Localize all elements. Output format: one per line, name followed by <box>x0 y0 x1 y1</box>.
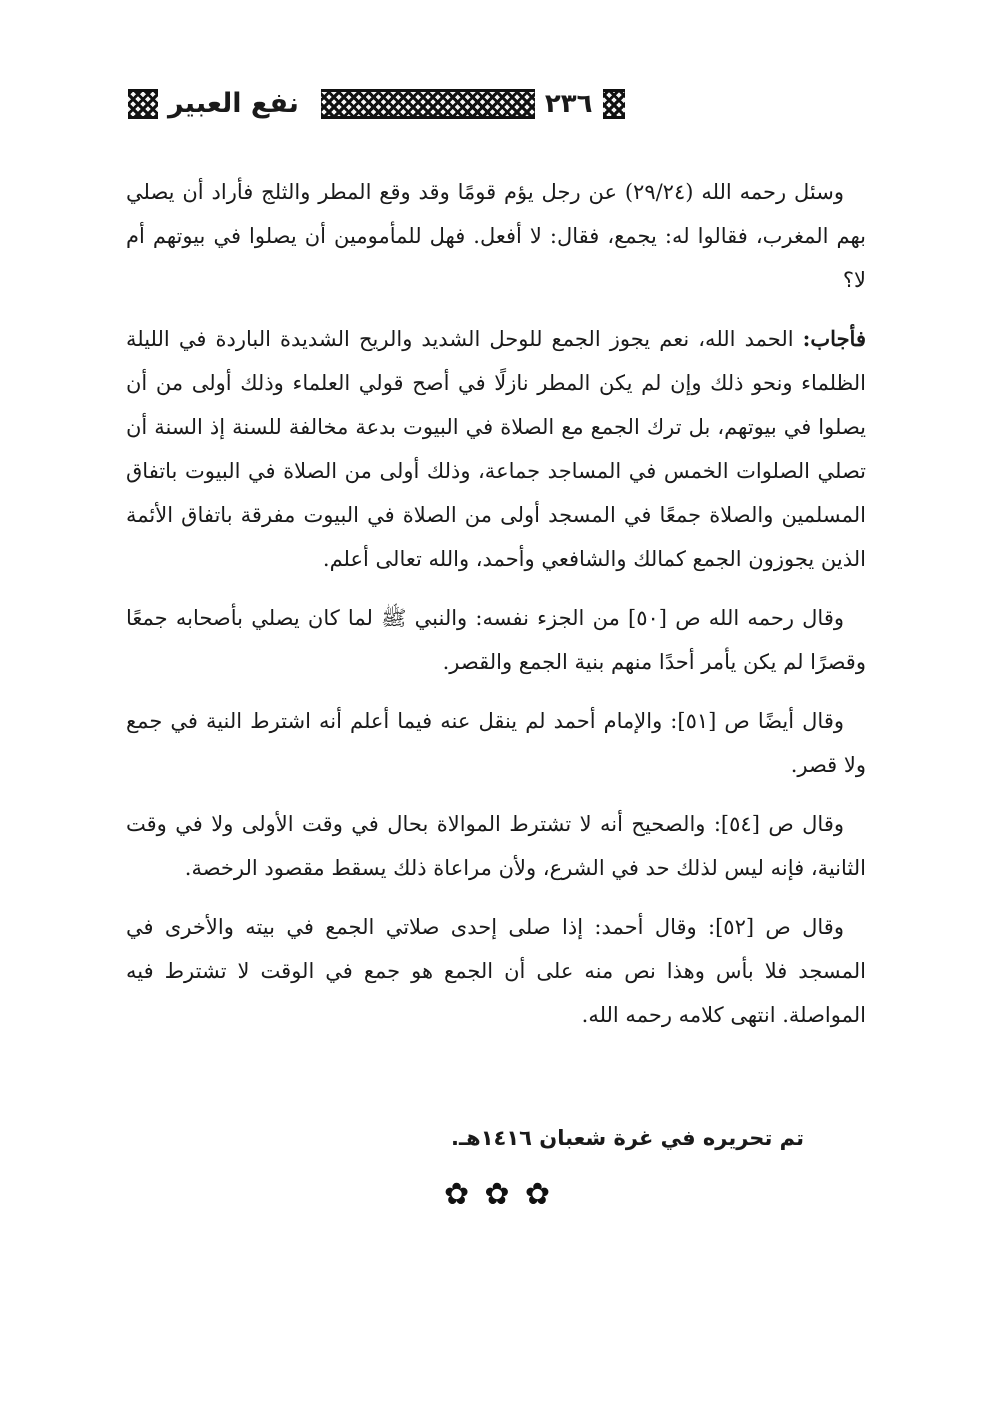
paragraph-quote-54 <box>126 802 866 890</box>
paragraph-quote-51 <box>126 699 866 787</box>
paragraph-quote-52 <box>126 905 866 1037</box>
paragraph-text: وسئل رحمه الله (٢٩/٢٤) عن رجل يؤم قومًا وقد وقع المطر والثلج فأراد أن يصلي بهم المغرب، فقالوا له: يجمع، فقال: لا أفعل. فهل للمأمومين أن يصلوا في بيوتهم أم لا؟ <box>126 180 866 292</box>
closing-note: تم تحريره في غرة شعبان ١٤١٦هـ. <box>450 1126 804 1150</box>
paragraph-question <box>126 170 866 302</box>
paragraph-text: وقال أيضًا ص [٥١]: والإمام أحمد لم ينقل عنه فيما أعلم أنه اشترط النية في جمع ولا قصر. <box>126 709 866 777</box>
book-title: نفع العبير <box>168 88 299 119</box>
page-header <box>128 84 862 124</box>
header-ornament-left <box>128 89 158 119</box>
page-body <box>126 170 866 1052</box>
paragraph-text: الحمد الله، نعم يجوز الجمع للوحل الشديد والريح الشديدة الباردة في الليلة الظلماء ونحو ذلك وإن لم يكن المطر نازلًا في أصح قولي العلماء وذلك أولى من أن يصلوا في بيوتهم، بل ترك الجمع مع الصلاة في البيوت بدعة مخالفة للسنة إذ السنة أن تصلي الصلوات الخمس في المساجد جماعة، وذلك أولى من الصلاة في البيوت باتفاق المسلمين والصلاة جمعًا في المسجد أولى من الصلاة في البيوت مفرقة باتفاق الأئمة الذين يجوزون الجمع كمالك والشافعي وأحمد، والله تعالى أعلم. <box>126 327 866 571</box>
flower-ornament-icon: ✿ <box>444 1176 470 1212</box>
flower-ornament-icon: ✿ <box>484 1176 510 1212</box>
paragraph-text: وقال رحمه الله ص [٥٠] من الجزء نفسه: والنبي ﷺ لما كان يصلي بأصحابه جمعًا وقصرًا لم يكن يأمر أحدًا منهم بنية الجمع والقصر. <box>126 606 866 674</box>
paragraph-quote-50 <box>126 596 866 684</box>
header-ornament-right <box>603 89 625 119</box>
paragraph-answer <box>126 317 866 581</box>
flower-ornament-icon: ✿ <box>524 1176 550 1212</box>
answer-lead: فأجاب: <box>802 326 866 351</box>
section-divider <box>444 1176 550 1212</box>
page-number: ٢٣٦ <box>544 89 593 119</box>
header-ornament-band <box>321 89 535 119</box>
paragraph-text: وقال ص [٥٢]: وقال أحمد: إذا صلى إحدى صلاتي الجمع في بيته والأخرى في المسجد فلا بأس وهذا نص منه على أن الجمع هو جمع في الوقت لا تشترط فيه المواصلة. انتهى كلامه رحمه الله. <box>126 915 866 1027</box>
paragraph-text: وقال ص [٥٤]: والصحيح أنه لا تشترط الموالاة بحال في وقت الأولى ولا في وقت الثانية، فإنه ليس لذلك حد في الشرع، ولأن مراعاة ذلك يسقط مقصود الرخصة. <box>126 812 866 880</box>
